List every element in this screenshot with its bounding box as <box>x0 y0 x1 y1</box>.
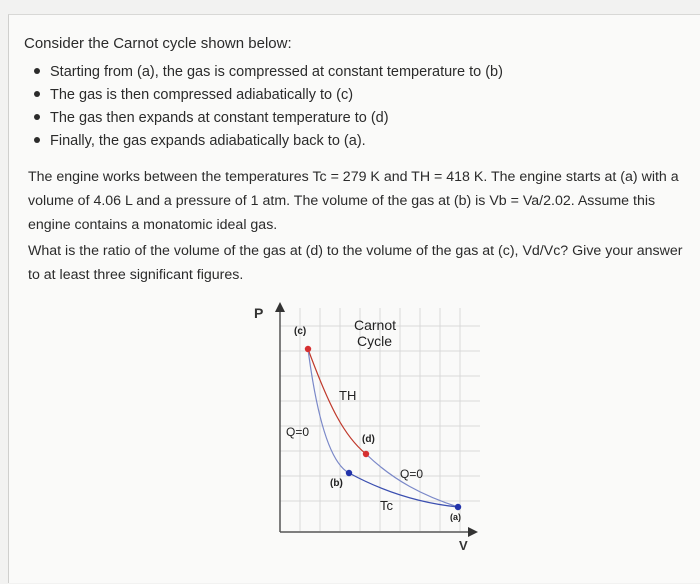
point-b <box>346 470 352 476</box>
step-list <box>25 62 503 154</box>
label-d: (d) <box>362 434 375 445</box>
list-item: The gas is then compressed adiabatically to (c) <box>25 85 503 108</box>
point-c <box>305 346 311 352</box>
bullet-icon <box>34 137 40 143</box>
paragraph-line: volume of 4.06 L and a pressure of 1 atm. The volume of the gas at (b) is Vb = Va/2.02. Assume this <box>28 193 656 209</box>
paragraph-line: The engine works between the temperatures Tc = 279 K and TH = 418 K. The engine starts at (a) with a <box>28 169 679 185</box>
bullet-icon <box>34 114 40 120</box>
label-c: (c) <box>294 326 307 337</box>
question-line: What is the ratio of the volume of the gas at (d) to the volume of the gas at (c), Vd/Vc? Give your answer <box>28 243 683 259</box>
adiabat-left <box>308 349 349 473</box>
title-cycle: Cycle <box>357 333 393 349</box>
point-d <box>363 451 369 457</box>
paragraph-line: engine contains a monatomic ideal gas. <box>28 217 278 233</box>
title-carnot: Carnot <box>354 317 397 333</box>
intro-text: Consider the Carnot cycle shown below: <box>24 35 292 52</box>
label-a: (a) <box>450 512 461 522</box>
label-th: TH <box>339 388 357 403</box>
carnot-cycle-diagram <box>244 296 494 556</box>
bullet-icon <box>34 68 40 74</box>
question-line: to at least three significant figures. <box>28 267 244 283</box>
label-q0-right: Q=0 <box>400 467 424 481</box>
list-item: Finally, the gas expands adiabatically back to (a). <box>25 131 503 154</box>
axis-label-p: P <box>254 305 264 321</box>
point-a <box>455 504 461 510</box>
x-axis-arrow-icon <box>468 527 478 537</box>
list-item: The gas then expands at constant temperature to (d) <box>25 108 503 131</box>
label-tc: Tc <box>380 498 393 513</box>
axis-label-v: V <box>459 538 468 553</box>
y-axis-arrow-icon <box>275 302 285 312</box>
label-q0-left: Q=0 <box>286 425 310 439</box>
question-paragraph <box>28 239 683 287</box>
bullet-icon <box>34 91 40 97</box>
problem-paragraph <box>28 165 679 237</box>
label-b: (b) <box>330 478 343 489</box>
list-item: Starting from (a), the gas is compressed at constant temperature to (b) <box>25 62 503 85</box>
